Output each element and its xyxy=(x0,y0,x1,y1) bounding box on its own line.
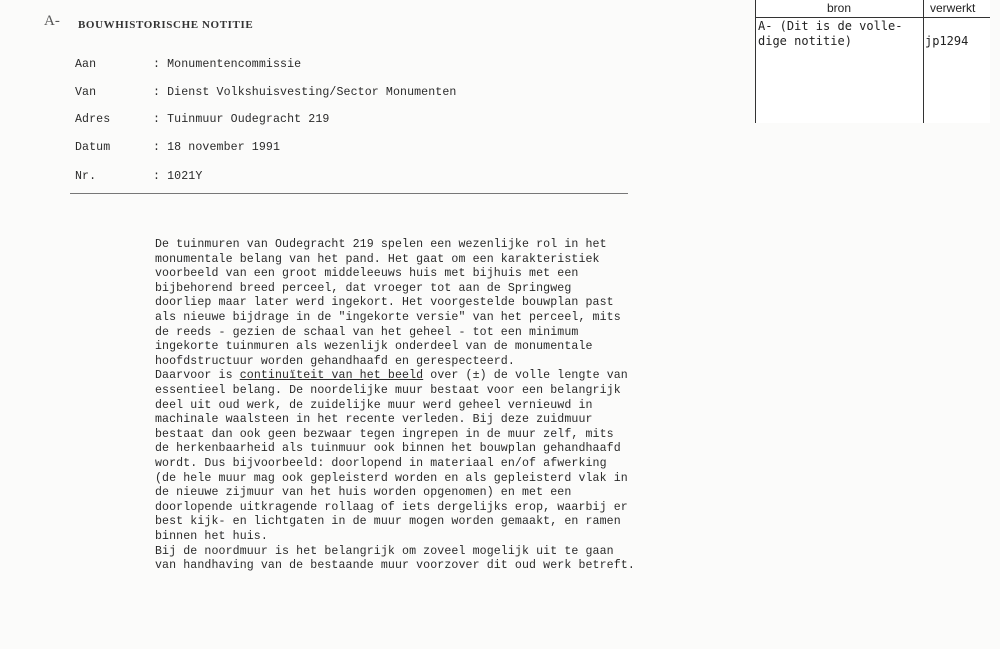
body-text-line: bijbehorend breed perceel, dat vroeger tot aan de Springweg xyxy=(155,281,572,295)
body-text-line: doorliep maar later werd ingekort. Het voorgestelde bouwplan past xyxy=(155,296,614,310)
body-text-segment: over (±) de volle lengte van xyxy=(423,369,628,383)
stamp-verwerkt-text: jp1294 xyxy=(925,34,969,48)
body-text-line: de nieuwe zijmuur van het huis worden opgenomen) en met een xyxy=(155,486,572,500)
field-label-nr: Nr. xyxy=(75,170,97,183)
body-text-line: De tuinmuren van Oudegracht 219 spelen een wezenlijke rol in het xyxy=(155,238,607,251)
field-value-datum: : 18 november 1991 xyxy=(153,141,281,154)
stamp-header-verwerkt: verwerkt xyxy=(930,1,976,15)
document-title: BOUWHISTORISCHE NOTITIE xyxy=(78,19,254,31)
header-divider xyxy=(70,193,628,194)
field-value-van: : Dienst Volkshuisvesting/Sector Monumenten xyxy=(153,86,457,99)
stamp-column-divider xyxy=(923,0,924,123)
body-text-line: als nieuwe bijdrage in de "ingekorte versie" van het perceel, mits xyxy=(155,311,621,324)
field-label-datum: Datum xyxy=(75,141,111,154)
body-text-line: ingekorte tuinmuren als wezenlijk onderdeel van de monumentale xyxy=(155,340,593,354)
body-text-line: monumentale belang van het pand. Het gaat om een karakteristiek xyxy=(155,252,600,266)
body-text-line: machinale waalsteen in het recente verleden. Bij deze zuidmuur xyxy=(155,413,593,427)
underlined-emphasis: continuïteit van het beeld xyxy=(239,369,424,383)
stamp-bron-text: A- (Dit is de volle- dige notitie) xyxy=(758,19,903,48)
body-text-line: wordt. Dus bijvoorbeeld: doorlopend in materiaal en/of afwerking xyxy=(155,457,607,470)
stamp-header-line xyxy=(755,17,990,18)
body-text-line: de herkenbaarheid als tuinmuur ook binnen het bouwplan gehandhaafd xyxy=(155,442,621,456)
body-text-line: binnen het huis. xyxy=(155,530,268,543)
body-text-line: van handhaving van de bestaande muur voorzover dit oud werk betreft. xyxy=(155,559,635,573)
body-text-line: hoofdstructuur worden gehandhaafd en gerespecteerd. xyxy=(155,354,515,368)
archive-stamp-table xyxy=(755,0,990,123)
body-text-line: de reeds - gezien de schaal van het geheel - tot een minimum xyxy=(155,325,579,339)
body-text-line: best kijk- en lichtgaten in de muur mogen worden gemaakt, en ramen xyxy=(155,515,621,529)
body-text-line: deel uit oud werk, de zuidelijke muur werd geheel vernieuwd in xyxy=(155,398,593,412)
field-value-aan: : Monumentencommissie xyxy=(153,58,302,71)
body-text-line: doorlopende uitkragende rollaag of iets dergelijks erop, waarbij er xyxy=(155,500,628,514)
field-label-adres: Adres xyxy=(75,113,111,126)
body-text-line: essentieel belang. De noordelijke muur bestaat voor een belangrijk xyxy=(155,384,621,397)
field-label-aan: Aan xyxy=(75,58,97,71)
body-text-line xyxy=(155,369,628,382)
body-text-line: bestaat dan ook geen bezwaar tegen ingrepen in de muur zelf, mits xyxy=(155,427,614,441)
stamp-border-left xyxy=(755,0,756,123)
field-value-adres: : Tuinmuur Oudegracht 219 xyxy=(153,113,330,126)
body-text-line: voorbeeld van een groot middeleeuws huis met bijhuis met een xyxy=(155,267,579,281)
body-text-segment: Daarvoor is xyxy=(155,369,240,383)
stamp-header-bron: bron xyxy=(827,1,852,15)
field-value-nr: : 1021Y xyxy=(153,170,203,183)
body-text-line: Bij de noordmuur is het belangrijk om zoveel mogelijk uit te gaan xyxy=(155,544,614,558)
section-marker: A- xyxy=(44,13,60,29)
body-text-line: (de hele muur mag ook gepleisterd worden en als gepleisterd vlak in xyxy=(155,471,628,485)
field-label-van: Van xyxy=(75,86,97,99)
